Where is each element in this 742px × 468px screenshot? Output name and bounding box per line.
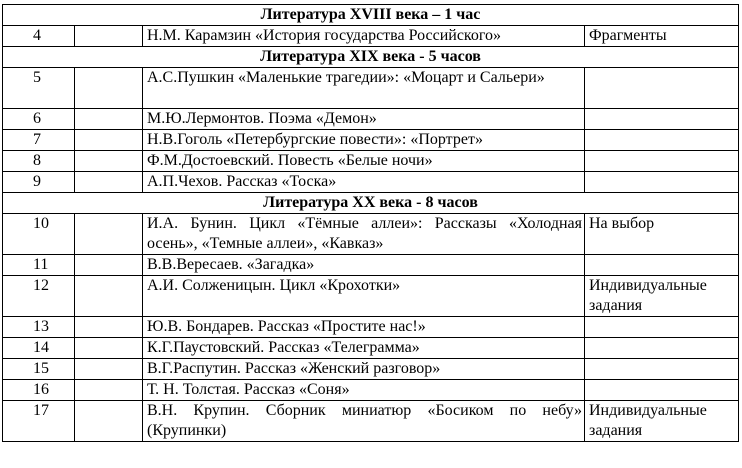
work-title: В.В.Вересаев. «Загадка» [143, 255, 585, 276]
note-cell [585, 68, 739, 109]
lesson-number: 16 [3, 380, 75, 401]
lesson-number: 8 [3, 151, 75, 172]
work-title: А.И. Солженицын. Цикл «Крохотки» [143, 276, 585, 317]
lesson-number: 5 [3, 68, 75, 109]
table-row [3, 109, 739, 130]
lesson-number: 9 [3, 172, 75, 193]
note-cell [585, 172, 739, 193]
work-title: А.П.Чехов. Рассказ «Тоска» [143, 172, 585, 193]
work-title: Ю.В. Бондарев. Рассказ «Простите нас!» [143, 317, 585, 338]
note-cell: Индивидуальные задания [585, 276, 739, 317]
empty-cell [75, 401, 143, 442]
lesson-number: 6 [3, 109, 75, 130]
table-row [3, 276, 739, 317]
section-title: Литература XVIII века – 1 час [3, 5, 739, 26]
note-cell: Индивидуальные задания [585, 401, 739, 442]
note-cell [585, 338, 739, 359]
empty-cell [75, 255, 143, 276]
table-row [3, 338, 739, 359]
note-cell [585, 109, 739, 130]
note-cell: На выбор [585, 214, 739, 255]
work-title: В.Н. Крупин. Сборник миниатюр «Босиком по небу» (Крупинки) [143, 401, 585, 442]
work-title: Н.М. Карамзин «История государства Российского» [143, 26, 585, 47]
table-row [3, 359, 739, 380]
work-title: Т. Н. Толстая. Рассказ «Соня» [143, 380, 585, 401]
note-cell: Фрагменты [585, 26, 739, 47]
table-row [3, 151, 739, 172]
lesson-number: 15 [3, 359, 75, 380]
empty-cell [75, 26, 143, 47]
section-row [3, 193, 739, 214]
table-row [3, 380, 739, 401]
table-row [3, 130, 739, 151]
note-cell [585, 380, 739, 401]
work-title: М.Ю.Лермонтов. Поэма «Демон» [143, 109, 585, 130]
note-cell [585, 130, 739, 151]
empty-cell [75, 68, 143, 109]
lesson-number: 7 [3, 130, 75, 151]
empty-cell [75, 151, 143, 172]
empty-cell [75, 338, 143, 359]
empty-cell [75, 359, 143, 380]
table-row [3, 317, 739, 338]
table-row [3, 172, 739, 193]
empty-cell [75, 380, 143, 401]
lesson-number: 12 [3, 276, 75, 317]
work-title: Н.В.Гоголь «Петербургские повести»: «Портрет» [143, 130, 585, 151]
table-row [3, 255, 739, 276]
table-row [3, 401, 739, 442]
literature-schedule-table [2, 4, 739, 442]
work-title: И.А. Бунин. Цикл «Тёмные аллеи»: Рассказы «Холодная осень», «Темные аллеи», «Кавказ» [143, 214, 585, 255]
lesson-number: 17 [3, 401, 75, 442]
work-title: А.С.Пушкин «Маленькие трагедии»: «Моцарт и Сальери» [143, 68, 585, 109]
empty-cell [75, 109, 143, 130]
note-cell [585, 255, 739, 276]
note-cell [585, 317, 739, 338]
note-cell [585, 151, 739, 172]
empty-cell [75, 130, 143, 151]
section-title: Литература XIX века - 5 часов [3, 47, 739, 68]
lesson-number: 10 [3, 214, 75, 255]
note-cell [585, 359, 739, 380]
lesson-number: 13 [3, 317, 75, 338]
work-title: К.Г.Паустовский. Рассказ «Телеграмма» [143, 338, 585, 359]
empty-cell [75, 214, 143, 255]
section-title: Литература XX века - 8 часов [3, 193, 739, 214]
lesson-number: 14 [3, 338, 75, 359]
empty-cell [75, 317, 143, 338]
empty-cell [75, 276, 143, 317]
lesson-number: 4 [3, 26, 75, 47]
section-row [3, 5, 739, 26]
work-title: В.Г.Распутин. Рассказ «Женский разговор» [143, 359, 585, 380]
table-row [3, 26, 739, 47]
empty-cell [75, 172, 143, 193]
lesson-number: 11 [3, 255, 75, 276]
table-row [3, 214, 739, 255]
work-title: Ф.М.Достоевский. Повесть «Белые ночи» [143, 151, 585, 172]
section-row [3, 47, 739, 68]
table-row [3, 68, 739, 109]
